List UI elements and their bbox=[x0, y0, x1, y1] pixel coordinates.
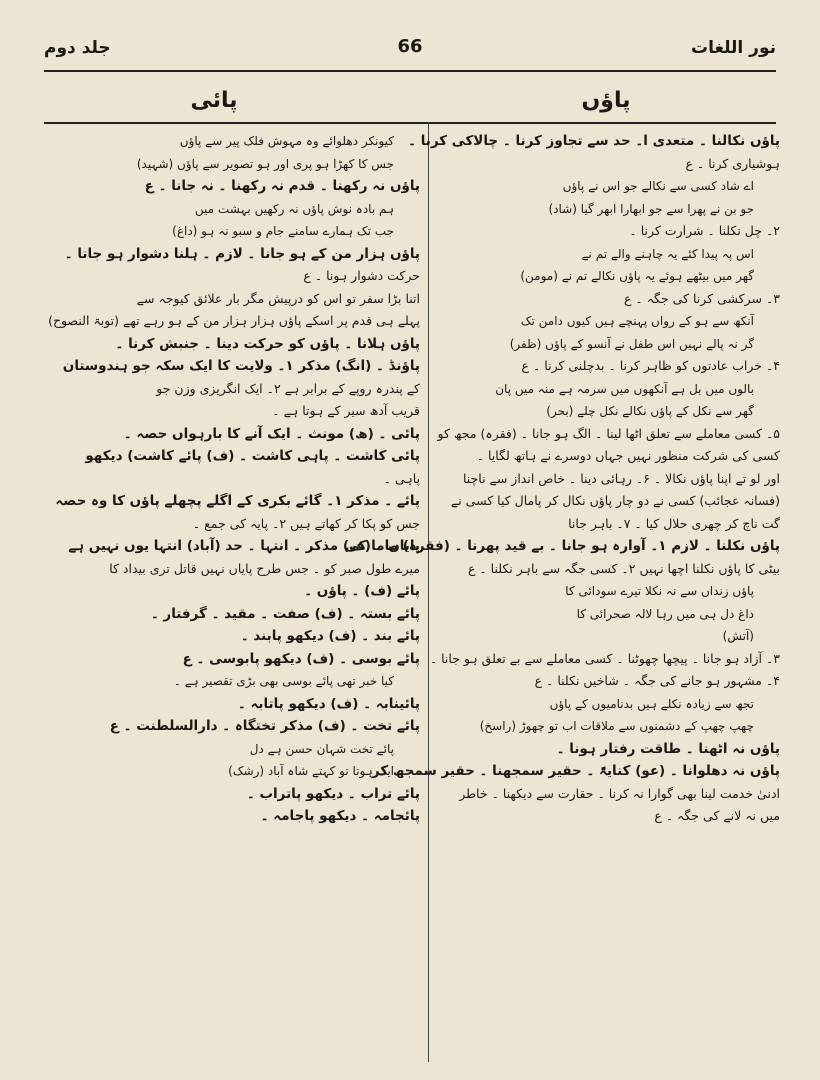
verse-line: (آتش) bbox=[722, 629, 754, 643]
entry-headword-line: پاؤں نہ اٹھنا ۔ طاقت رفتار ہونا ۔ bbox=[556, 740, 780, 757]
text-line: میرے طول صبر کو ۔ جس طرح پایاں نہیں قاتل تری بیداد کا bbox=[109, 560, 420, 576]
verse-line: پائے تخت شہان حسن ہے دل bbox=[249, 741, 394, 756]
entry-headword-line: پائے (ف) ۔ پاؤں ۔ bbox=[304, 583, 420, 599]
page-number: 66 bbox=[397, 36, 423, 57]
text-line: اتنا بڑا سفر تو اس کو درپیش مگر بار علائق کیوجہ سے bbox=[136, 290, 420, 306]
entry-headword-line: پاؤنڈ ۔ (انگ) مذکر ۱۔ ولایت کا ایک سکہ جو ہندوستان bbox=[62, 358, 420, 374]
book-title: نور اللغات bbox=[691, 38, 776, 58]
text-line: (فسانہ عجائب) کسی نے دو چار پاؤں نکال کر پامال کیا کسی نے bbox=[450, 493, 780, 508]
verse-line: گھر سے نکل کے پاؤں نکالے نکل چلے (بحر) bbox=[546, 404, 754, 418]
entry-headword-line: پائے بند ۔ (ف) دیکھو پابند ۔ bbox=[240, 628, 420, 644]
text-line: کسی کی شرکت منظور نہیں جہاں دوسرے نے ہاتھ لگایا ۔ bbox=[476, 448, 780, 463]
right-column-heading: پاؤں bbox=[581, 88, 631, 113]
verse-line: جو بن نے پھرا سے جو ابھارا ابھر گیا (شاد) bbox=[548, 201, 754, 216]
text-line: کے پندرہ روپے کے برابر ہے ۲۔ ایک انگریزی وزن جو bbox=[156, 380, 420, 396]
verse-line: ایک ہوتا تو کہتے شاہ آباد (رشک) bbox=[228, 764, 394, 778]
entry-headword-line: پاؤں نکلنا ۔ لازم ۱۔ آوارہ ہو جانا ۔ بے قید پھرنا ۔ (فقرہ) ماما کی bbox=[344, 538, 780, 554]
left-column-heading: پائی bbox=[190, 88, 238, 113]
entry-headword-line: پائے ۔ مذکر ۱۔ گائے بکری کے اگلے پچھلے پاؤں کا وہ حصہ bbox=[55, 493, 420, 509]
header-rule bbox=[44, 70, 776, 72]
text-line: قریب آدھ سیر کے ہوتا ہے ۔ bbox=[272, 403, 420, 418]
verse-line: کیونکر دھلوائے وہ مہوش فلک پیر سے پاؤں bbox=[179, 134, 394, 148]
text-line: ۳۔ آزاد ہو جانا ۔ پیچھا چھوٹنا ۔ کسی معاملے سے بے تعلق ہو جانا ۔ bbox=[429, 650, 780, 666]
left-column bbox=[36, 130, 420, 1060]
verse-line: کیا خبر تھی پائے بوسی بھی بڑی تقصیر ہے ۔ bbox=[173, 674, 394, 688]
entry-headword-line: پاؤں ہزار من کے ہو جانا ۔ لازم ۔ ہلنا دشوار ہو جانا ۔ bbox=[64, 245, 420, 262]
text-line: ہوشیاری کرنا ۔ ع bbox=[685, 155, 780, 171]
verse-line: اے شاد کسی سے نکالے جو اس نے پاؤں bbox=[562, 179, 754, 193]
verse-line: پاؤں زنداں سے نہ نکلا تیرے سودائی کا bbox=[565, 584, 754, 598]
entry-headword-line: پائے بوسی ۔ (ف) دیکھو پابوسی ۔ ع bbox=[182, 650, 420, 667]
verse-line: جب تک ہمارے سامنے جام و سبو نہ ہو (داغ) bbox=[172, 224, 394, 238]
entry-headword-line: پائے تخت ۔ (ف) مذکر تختگاہ ۔ دارالسلطنت ۔ ع bbox=[109, 718, 420, 734]
entry-headword-line: پائی کاشت ۔ پاہی کاشت ۔ (ف) پائے کاشت) دیکھو bbox=[85, 448, 420, 464]
entry-headword-line: پائے تراب ۔ دیکھو پاتراب ۔ bbox=[246, 785, 420, 802]
text-line: گت ناچ کر چھری حلال کیا ۔ ۷۔ باہر جانا bbox=[568, 515, 780, 531]
verse-line: داغ دل ہی میں رہا لالہ صحرائی کا bbox=[576, 606, 754, 621]
text-line: ۲۔ چل نکلنا ۔ شرارت کرنا ۔ bbox=[629, 223, 780, 238]
text-line: بیٹی کا پاؤں نکلنا اچھا نہیں ۲۔ کسی جگہ سے باہر نکلنا ۔ ع bbox=[467, 560, 780, 576]
text-line: ادنیٰ خدمت لینا بھی گوارا نہ کرنا ۔ حقارت سے دیکھنا ۔ خاطر bbox=[459, 785, 780, 801]
text-line: حرکت دشوار ہونا ۔ ع bbox=[303, 268, 420, 283]
entry-headword-line: پائجامہ ۔ دیکھو پاجامہ ۔ bbox=[260, 808, 420, 824]
verse-line: جس کا کھڑا ہو پری اور ہو تصویر سے پاؤں (شہید) bbox=[136, 156, 394, 171]
text-line: جس کو پکا کر کھاتے ہیں ۲۔ پایہ کی جمع ۔ bbox=[192, 515, 420, 531]
text-line: ۵۔ کسی معاملے سے تعلق اٹھا لینا ۔ الگ ہو جانا ۔ (فقرہ) مجھ کو bbox=[437, 425, 780, 441]
entry-headword-line: پاؤں نہ دھلوانا ۔ (عو) کنایۃً ۔ حقیر سمجھنا ۔ حقیر سمجھ کر bbox=[371, 763, 780, 779]
verse-line: گھر میں بیٹھے ہوئے یہ پاؤں نکالے تم نے (مومن) bbox=[520, 269, 754, 283]
entry-headword-line: پائے بستہ ۔ (ف) صفت ۔ مقید ۔ گرفتار ۔ bbox=[150, 605, 420, 622]
verse-line: گر نہ پالے نہیں اس طفل نے آنسو کے پاؤں (ظفر) bbox=[509, 336, 754, 351]
text-line: ۳۔ سرکشی کرنا کی جگہ ۔ ع bbox=[623, 290, 780, 306]
entry-headword-line: پایاں ۔ (ف) مذکر ۔ انتہا ۔ حد (آباد) انتہا یوں نہیں ہے bbox=[68, 538, 420, 554]
column-divider bbox=[428, 122, 429, 1062]
text-line: ۴۔ خراب عادتوں کو ظاہر کرنا ۔ بدچلنی کرنا ۔ ع bbox=[521, 358, 780, 373]
text-line: پاہی ۔ bbox=[383, 470, 420, 486]
entry-headword-line: پائی ۔ (ھ) مونث ۔ ایک آنے کا بارہواں حصہ ۔ bbox=[123, 425, 420, 442]
text-line: اور لو تے اپنا پاؤں نکالا ۔ ۶۔ رہائی دینا ۔ خاص انداز سے ناچنا bbox=[462, 470, 780, 486]
entry-headword-line: پاؤں نہ رکھنا ۔ قدم نہ رکھنا ۔ نہ جانا ۔ ع bbox=[144, 178, 420, 194]
text-line: میں نہ لانے کی جگہ ۔ ع bbox=[654, 808, 780, 823]
entry-headword-line: پاؤں ہلانا ۔ پاؤں کو حرکت دینا ۔ جنبش کرنا ۔ bbox=[115, 335, 420, 352]
heading-rule bbox=[44, 122, 776, 124]
verse-line: چھپ چھپ کے دشمنوں سے ملاقات اب تو چھوڑ (راسخ) bbox=[479, 719, 754, 733]
entry-headword-line: پاؤں نکالنا ۔ متعدی ا۔ حد سے تجاوز کرنا ۔ چالاکی کرنا ۔ bbox=[408, 133, 780, 149]
verse-line: تجھ سے زیادہ نکلے ہیں بدنامیوں کے پاؤں bbox=[549, 696, 754, 711]
verse-line: ہم بادہ نوش پاؤں نہ رکھیں بہشت میں bbox=[194, 201, 394, 216]
text-line: ۴۔ مشہور ہو جانے کی جگہ ۔ شاخیں نکلنا ۔ ع bbox=[534, 673, 780, 688]
text-line: پہلے ہی قدم پر اسکے پاؤں ہزار ہزار من کے ہو رہے تھے (توبۃ النصوح) bbox=[48, 313, 420, 328]
verse-line: اس پہ پیدا کئے یہ چاہنے والے تم نے bbox=[581, 246, 754, 261]
entry-headword-line: پائینابہ ۔ (ف) دیکھو پاتابہ ۔ bbox=[237, 695, 420, 712]
verse-line: بالوں میں بل ہے آنکھوں میں سرمہ ہے منہ میں پان bbox=[495, 381, 754, 396]
verse-line: آنکھ سے ہو کے رواں پہنچے ہیں کیوں دامن تک bbox=[520, 314, 754, 328]
volume-label: جلد دوم bbox=[44, 38, 111, 58]
